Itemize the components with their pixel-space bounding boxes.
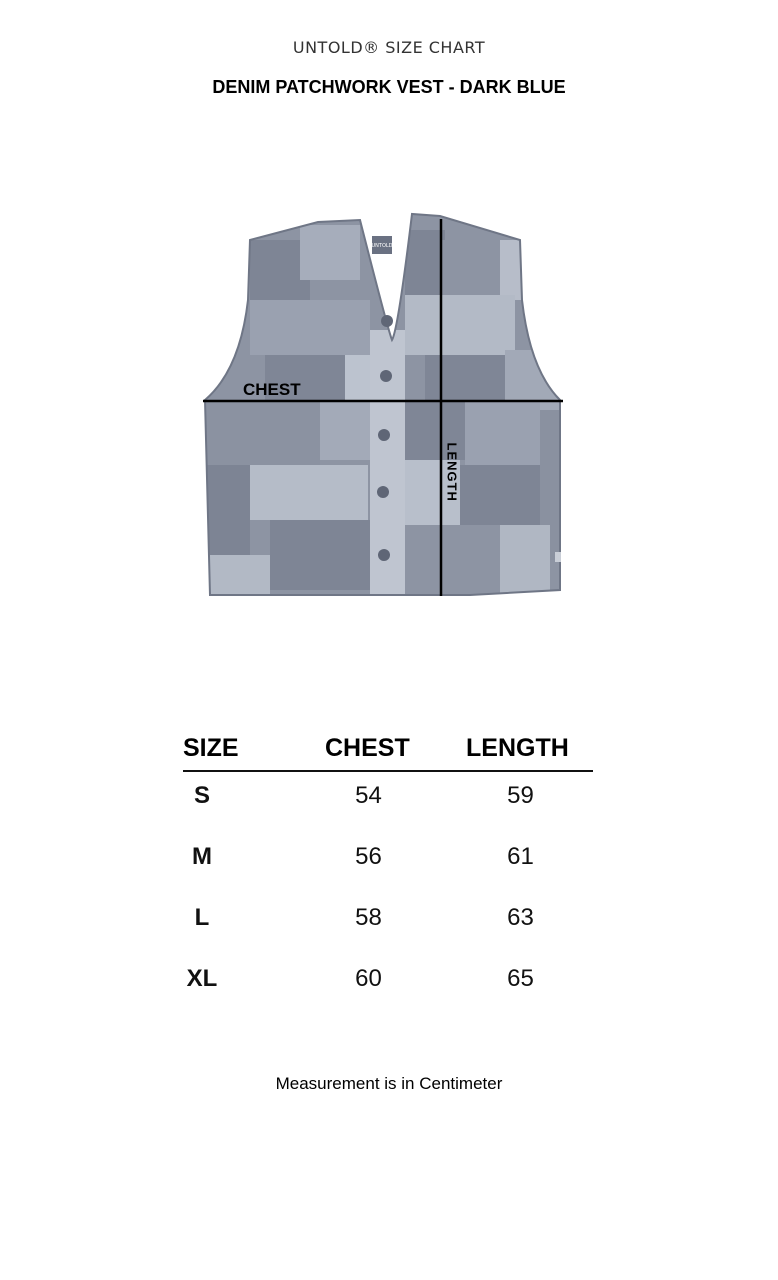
cell-chest: 58 bbox=[355, 904, 382, 931]
table-row-l bbox=[183, 894, 593, 955]
cell-length: 65 bbox=[507, 965, 534, 992]
size-chart-brand-title: UNTOLD® SIZE CHART bbox=[292, 38, 486, 57]
cell-size: M bbox=[192, 843, 212, 870]
size-table-header bbox=[183, 734, 593, 772]
cell-length: 61 bbox=[507, 843, 534, 870]
chest-measure-label: CHEST bbox=[243, 380, 301, 399]
measurement-unit-note: Measurement is in Centimeter bbox=[275, 1074, 503, 1093]
vest-side-tag bbox=[555, 552, 561, 562]
vest-button-3 bbox=[378, 429, 390, 441]
column-header-length: LENGTH bbox=[466, 734, 569, 762]
cell-chest: 56 bbox=[355, 843, 382, 870]
vest-patchwork bbox=[200, 210, 570, 600]
cell-size: XL bbox=[186, 965, 218, 992]
cell-size: S bbox=[193, 782, 210, 809]
size-table bbox=[183, 734, 593, 1016]
vest-button-5 bbox=[378, 549, 390, 561]
table-row-m bbox=[183, 833, 593, 894]
cell-size: L bbox=[194, 904, 210, 931]
cell-length: 63 bbox=[507, 904, 534, 931]
cell-length: 59 bbox=[507, 782, 534, 809]
table-row-s bbox=[183, 772, 593, 833]
column-header-chest: CHEST bbox=[325, 734, 410, 762]
column-header-size: SIZE bbox=[183, 734, 239, 762]
length-measure-label: LENGTH bbox=[444, 442, 460, 502]
vest-button-1 bbox=[381, 315, 393, 327]
cell-chest: 54 bbox=[355, 782, 382, 809]
cell-chest: 60 bbox=[355, 965, 382, 992]
vest-neck-tag-text: UNTOLD bbox=[371, 243, 393, 249]
vest-button-2 bbox=[380, 370, 392, 382]
table-row-xl bbox=[183, 955, 593, 1016]
vest-button-4 bbox=[377, 486, 389, 498]
product-title: DENIM PATCHWORK VEST - DARK BLUE bbox=[212, 77, 566, 97]
